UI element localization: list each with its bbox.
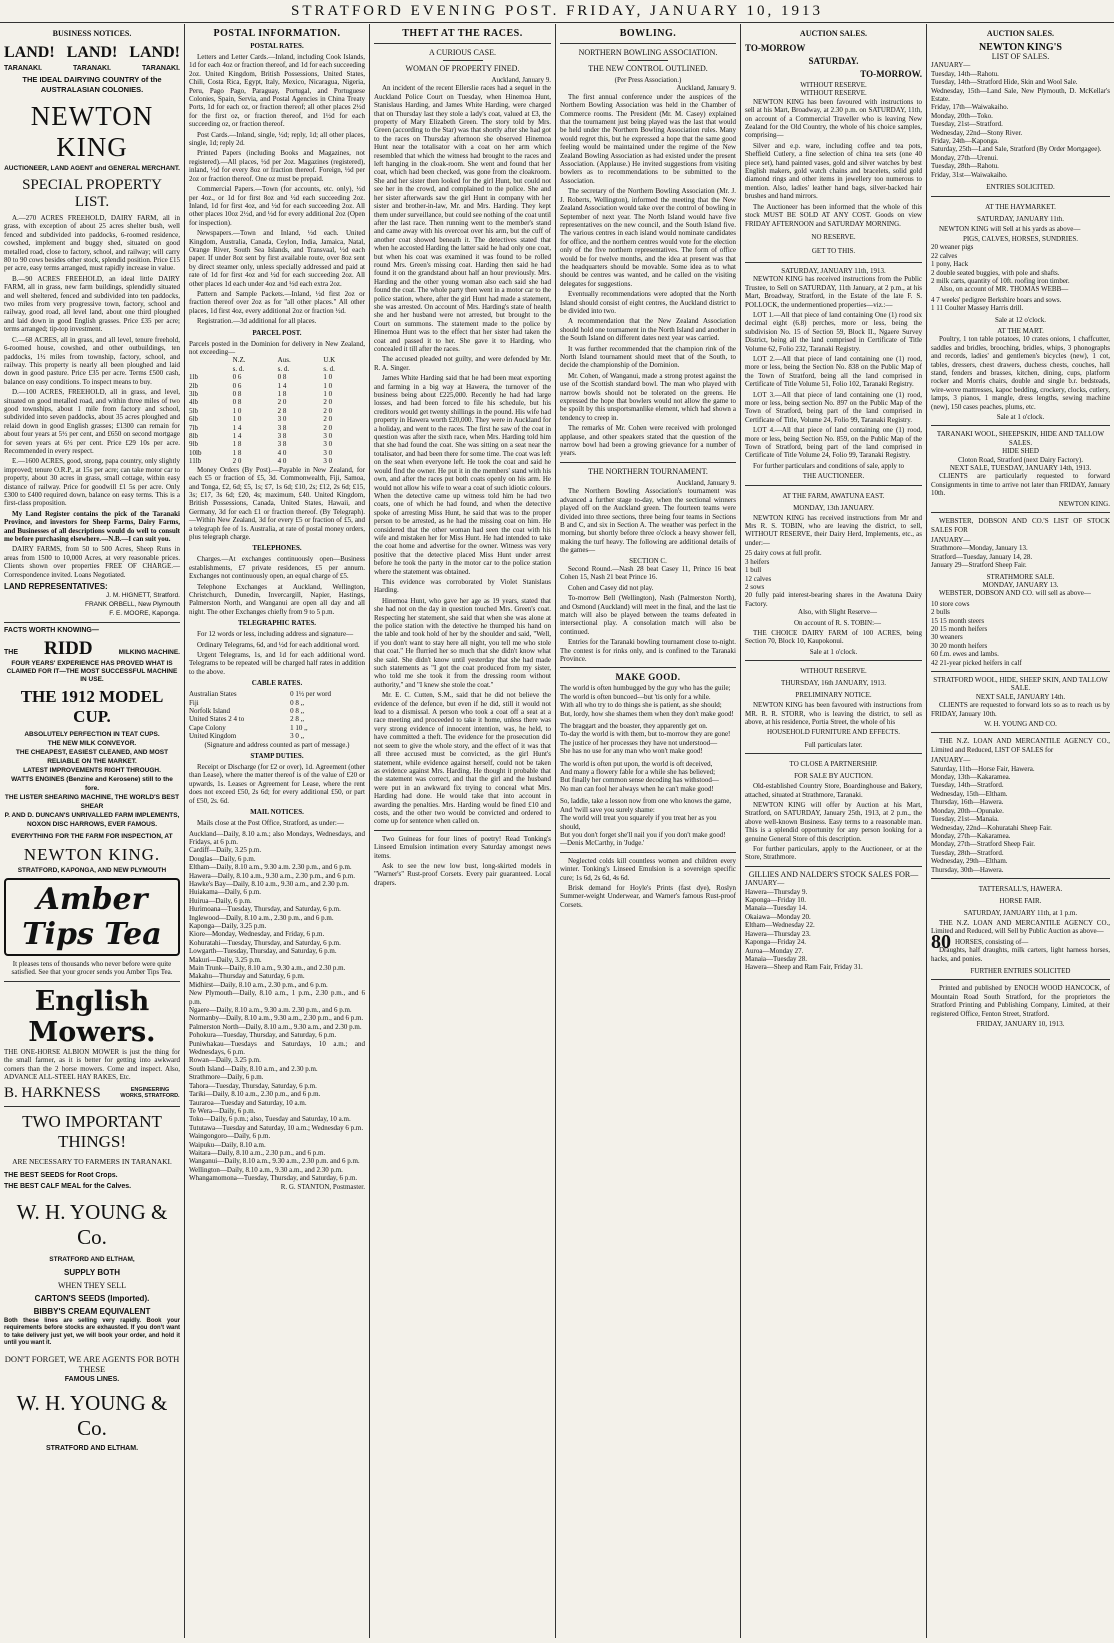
- parcel-subhead: s. d. s. d. s. d.: [232, 364, 335, 373]
- telephones-title: TELEPHONES.: [252, 544, 302, 553]
- mail-item: Auckland—Daily, 8.10 a.m.; also Mondays, Wednesdays, and Fridays, at 6 p.m.: [189, 829, 365, 846]
- sat11-date: SATURDAY, JANUARY 11th, 1913.: [781, 266, 886, 275]
- land-word: LAND!: [129, 44, 180, 61]
- mail-item: Te Wera—Daily, 6 p.m.: [189, 1106, 256, 1115]
- young-details: [4, 1253, 180, 1318]
- property-items: [4, 214, 180, 579]
- rate-pattern: Pattern and Sample Packets.—Inland, ½d first 2oz or fraction thereof over 2oz as for "all other places." All other places, 1d first 4oz, every additional 2oz or fraction ½d.: [189, 289, 365, 315]
- article-paragraph: The remarks of Mr. Cohen were received with prolonged applause, and other speakers stated that the question of the narrow bowl had been a growing grievance for a number of years.: [560, 424, 736, 458]
- mail-item: Waitara—Daily, 8.10 a.m., 2.30 p.m., and 6 p.m.: [189, 1148, 326, 1157]
- nzloan-list: THE N.Z. LOAN AND MERCANTILE AGENCY CO., Limited and Reduced, LIST OF SALES for JANUARY— Saturday, 11th—Horse Fair, Hawera. Monday, 13th—Kakaramea. Tuesday, 14th—Stratford. Wednesday, 15th—Eltham. Thursday, 16th—Hawera. Monday, 20th—Opunake. Tuesday, 21st—Manaia. Wednesday, 22nd—Kohuratahi Sheep Fair. Monday, 27th—Kakaramea. Monday, 27th—Stratford Sheep Fair. Tuesday, 28th—Stratford. Wednesday, 29th—Eltham. Thursday, 30th—Hawera.: [931, 737, 1110, 874]
- newton-kings: NEWTON KING'S: [979, 42, 1062, 53]
- best-seeds: THE BEST SEEDS for Root Crops.: [4, 1171, 118, 1179]
- mail-item: Rowan—Daily, 3.25 p.m.: [189, 1056, 261, 1065]
- the-auctioneer: THE AUCTIONEER.: [802, 472, 865, 481]
- mail-item: Palmerston North—Daily, 8.10 a.m., 9.30 a.m., and 2.30 p.m.: [189, 1022, 362, 1031]
- article-paragraph: An incident of the recent Ellerslie races had a sequel in the Auckland Police Court on Tuesday, when Hinemoa Hunt, Stanislaus Harding, and James White Harding, were charged that on Thursday last they stole a lady's coat, valued at £3, the property of Mary Elizabeth Green. The story told by Mrs. Green (according to the Star) was that shortly after she had got to the races on Thursday afternoon she observed Hinemoa Hunt near the totalisator with a coat on her arm which resembled that which the witness had brought to the races and left hanging in the cloak-room. She went and found that her coat, which had been checked, was gone from the cloakroom. She and her sister then looked for the girl Hunt, but could not see her in the crowd, and complained to the police. She and her sister afterwards saw the girl Hunt in company with her sister and brother-in-law, Mr. and Mrs. Harding. They kept them under surveillance, but could see nothing of the coat until after the last race. Then running went to the member's stand and came away with his overcoat over his arm, but the cuff of another coat showed beneath it. The detectives stated that when he accosted Harding the latter said he had only one coat, but when his coat was examined it was found to be rolled round Mrs. Green's missing coat. Harding then said he had found it on the grandstand about half an hour previously. Mrs. Harding and the other young woman also each said she had found the coat. The whole party then went in a motor car to the police station, where, after the girl Hunt had made a statement, she was arrested. On account of Mrs. Harding's state of health she and her husband were not arrested, but brought to the Court on summons. The statement made to the police by Hinemoa Hunt was to the effect that her sister had taken the coat and passed it to her. She gave it to Harding, who concealed it till after the races.: [374, 84, 551, 353]
- theft-sub2: WOMAN OF PROPERTY FINED.: [405, 64, 520, 73]
- taranaki-word: TARANAKI.: [73, 65, 111, 72]
- small-ad: Brisk demand for Hoyle's Prints (fast dye), Roslyn Summer-weight Underwear, and Warner's famous Rust-proof Corsets.: [560, 883, 736, 909]
- nk-list: JANUARY— Tuesday, 14th—Rahotu. Tuesday, 14th—Stratford Hide, Skin and Wool Sale. Wednesday, 15th—Land Sale, New Plymouth, D. McKellar's Estate. Friday, 17th—Waiwakaiho. Monday, 20th—Toko. Tuesday, 21st—Stratford. Wednesday, 22nd—Stony River. Friday, 24th—Kaponga. Saturday, 25th—Land Sale, Stratford (By Order Mortgagee). Monday, 27th—Urenui. Tuesday, 28th—Rahotu. Friday, 31st—Waiwakaiho.: [931, 61, 1110, 179]
- feature-line: THE LISTER SHEARING MACHINE, THE WORLD'S BEST SHEAR: [4, 794, 180, 811]
- mail-item: Tahora—Tuesday, Thursday, Saturday, 6 p.m.: [189, 1081, 317, 1090]
- horse-fair: THE N.Z. LOAN AND MERCANTILE AGENCY CO., Limited and Reduced, will Sell by Public Auction as above— 80 HORSES, consisting of— Draughts, half draughts, milk carters, light harness horses, hacks, and ponies. FURTHER ENTRIES SOLICITED: [931, 918, 1110, 975]
- cable-note: (Signature and address counted as part of message.): [204, 740, 350, 749]
- mail-item: Waipuku—Daily, 8.10 a.m.: [189, 1140, 266, 1149]
- the-word: THE: [4, 649, 18, 657]
- carton-seeds: CARTON'S SEEDS (Imported).: [34, 1293, 150, 1303]
- parcel-text: Parcels posted in the Dominion for delivery in New Zealand, not exceeding—: [189, 339, 365, 356]
- feature-line: EVERYTHING FOR THE FARM FOR INSPECTION, AT: [11, 833, 173, 841]
- article-paragraph: Second Round.—Nash 28 beat Casey 11, Prince 16 beat Cohen 15, Nash 21 beat Prince 16.: [560, 564, 736, 582]
- mail-item: Cardiff—Daily, 3.25 p.m.: [189, 846, 262, 855]
- feature-line: LATEST IMPROVEMENTS RIGHT THROUGH.: [23, 767, 161, 775]
- mail-item: Toko—Daily, 6 p.m.; also, Tuesday and Saturday, 10 a.m.: [189, 1115, 351, 1124]
- rate-postcards: Post Cards.—Inland, single, ½d; reply, 1d; all other places, single, 1d; reply 2d.: [189, 130, 365, 148]
- dairy-farms-note: DAIRY FARMS, from 50 to 500 Acres, Sheep Runs in areas from 1500 to 10,000 Acres, at very reasonable prices. Clients shown over properties FREE OF CHARGE.—Correspondence invited. Loans Negotiated.: [4, 545, 180, 579]
- mail-item: Kohuratahi—Tuesday, Thursday, and Saturday, 6 p.m.: [189, 938, 341, 947]
- postal-header: POSTAL INFORMATION.: [213, 28, 341, 39]
- small-ad: Ask to see the new low bust, long-skirted models in "Warner's" Rust-proof Corsets. Every pair guaranteed. Local drapers.: [374, 861, 551, 887]
- parcel-table: [189, 356, 365, 465]
- lot: LOT 4.—All that piece of land containing one (1) rood, more or less, being Section No. 859, on the Public Map of the Town of Stratford, being part of the land comprised in Certificate of Title Volume 24, Folio 99, Taranaki Registry.: [745, 426, 922, 460]
- imprint: Printed and published by ENOCH WOOD HANCOCK, of Mountain Road South Stratford, for the proprietors the Stratford Printing and Publishing Company, Limited, at their registered Office, Fenton Street, Stratford. FRIDAY, JANUARY 10, 1913.: [931, 984, 1110, 1028]
- rate-printed: Printed Papers (including Books and Magazines, not registered).—All places, ½d per 2oz. Magazines (registered), inland, ½d for every 8oz or fraction thereof. Foreign, ½d per 2oz or fraction thereof. One oz must be prepaid.: [189, 149, 365, 183]
- section-c: SECTION C.: [629, 556, 667, 565]
- rate-commercial: Commercial Papers.—Town (for accounts, etc. only), ½d per 4oz., or 1d for first 8oz and ½d each succeeding 2oz. Inland, 1d for first 4oz, and ½d for each succeeding 2oz. All other places 10oz 2½d, and ½d for every additional 2oz (Open for inspection).: [189, 185, 365, 227]
- parcel-row: 1lb 0 6 0 8 1 0: [189, 373, 333, 382]
- land-banner: [4, 44, 180, 62]
- mail-item: Makuri—Daily, 3.25 p.m.: [189, 955, 262, 964]
- press-association: (Per Press Association.): [614, 76, 682, 84]
- article-paragraph: The Northern Bowling Association's tournament was advanced a further stage to-day, when the sectional winners played off on the Auckland green. The fourteen teams were divided into three sections, three being four teams in Sections B and C, and six in Section A. The weather was perfect in the morning, but shortly before three o'clock a heavy shower fell, making the turf heavy. The following are additional details of the games—: [560, 487, 736, 555]
- article-paragraph: It was further recommended that the champion rink of the North Island tournament should meet that of the South, to decide the championship of the Dominion.: [560, 344, 736, 370]
- cable-table: [189, 690, 365, 740]
- column-auction-sales: [741, 26, 926, 1638]
- parcel-row: 3lb 0 8 1 8 1 0: [189, 390, 333, 399]
- cable-row: Cape Colony 1 10 ,,: [189, 723, 308, 732]
- parcel-row: 5lb 1 0 2 8 2 0: [189, 406, 333, 415]
- postal-rates-title: POSTAL RATES.: [250, 42, 304, 50]
- webster-list: WEBSTER, DOBSON AND CO.'S LIST OF STOCK SALES FOR JANUARY— Strathmore—Monday, January 13. Stratford—Tuesday, January 14, 28. January 29—Stratford Sheep Fair. STRATHMORE SALE. MONDAY, JANUARY 13. WEBSTER, DOBSON AND CO. will sell as above— 10 store cows 2 bulls 15 15 month steers 20 15 month heifers 30 weaners 30 20 month heifers 60 f.m. ewes and lambs. 42 21-year picked heifers in calf: [931, 517, 1110, 667]
- gillies-list: JANUARY— Hawera—Thursday 9. Kaponga—Friday 10. Manaia—Tuesday 14. Okaiawa—Monday 20. Eltham—Wednesday 22. Hawera—Thursday 23. Kaponga—Friday 24. Auroa—Monday 27. Manaia—Tuesday 28. Hawera—Sheep and Ram Fair, Friday 31.: [745, 879, 863, 972]
- clients-note-2: CLIENTS are requested to forward lots so as to reach us by FRIDAY, January 10th. W. H. YOUNG AND CO.: [931, 701, 1110, 729]
- land-word: LAND!: [4, 44, 55, 61]
- harkness-name: B. HARKNESS: [4, 1084, 101, 1101]
- mail-item: Huirua—Daily, 6 p.m.: [189, 896, 252, 905]
- mowers-text: THE ONE-HORSE ALBION MOWER is just the thing for the small farmer, as it is better for getting into awkward corners than the 2 horse mowers. Come and inspect. Also, ADVANCE ALL-STEEL HAY RAKES, Etc.: [4, 1047, 180, 1082]
- article-paragraph: James White Harding said that he had been meat exporting and farming in a big way at Hawera, the turnover of the business being about £225,000. Recently he had had large losses, and had been forced to file his schedule, but his creditors would get twenty shillings in the pound. His wife had property in Hawera worth £20,000. They were in Auckland for a holiday, and went to the races. The first he saw of the coat in question was after the sixth race, when Mrs. Harding told him that she had found the coat. She was sitting on a seat near the totalisator, and had been there for some time. The coat was left on the seat when everyone left. He took the coat and said he would find the owner. He put it in the members' stand with his own, and after the races put both coats openly on his arm. He would not allow his wife to wear a coat of such idiotic colours. When the detective came up witness told him he had two coats, one of which he had found, and when the detective spoke of arresting Miss Hunt, he said that was to the proper person to be arrested, as he had the missing coat on him. He considered that the other woman had seen the coat with his wife and mistaken her for Miss Hunt. He had intended to take the coat home and advertise for the owner. Witness was very positive that the detective placed Miss Hunt under arrest before he took the party in the motor car to the police station where the statement was obtained.: [374, 374, 551, 576]
- bowling-article: [560, 93, 736, 458]
- telephones-text: Charges.—At exchanges continuously open—Business establishments, £7 private residences, £5 per annum. Exchanges not continuously open, an equal charge of £5. Telephone Exchanges at Auckland, Wellington, Christchurch, Dunedin, Invercargill, Napier, Hastings, Palmerston North, and Wanganui are open all day and all night. The other Exchanges chiefly from 9 to 5 p.m.: [189, 555, 365, 616]
- mail-item: Whangamomona—Tuesday, Thursday, and Saturday, 6 p.m.: [189, 1174, 358, 1183]
- facts-worth-knowing: FACTS WORTH KNOWING—: [4, 627, 99, 635]
- property-item: D.—100 ACRES, FREEHOLD, all in grass, and level, situated on good metalled road, and within three miles of two good townships, about 1 mile from factory and school, subdivided into seven paddocks, about 35 acres ploughed and relaid down in good English grasses; £1300 can remain for about four years at 5½ per cent, and £650 on second mortgage for seven years at 6½ per cent. Price £29 10s per acre. Recommended in every respect.: [4, 388, 180, 455]
- sale4: NEWTON KING has been favoured with instructions from MR. R. R. STORR, who is leaving the district, to sell as above, at his residence, Portia Street, the whole of his HOUSEHOLD FURNITURE AND EFFECTS. Full particulars later.: [745, 701, 922, 749]
- property-item: C.—68 ACRES, all in grass, and all level, tenure freehold, 6-roomed house, cowshed, and other outbuildings, ten paddocks, 1½ miles from township, factory, school, and railway. This property is nearly all been ploughed and laid down in good pasture. Price £35 per acre. Terms £500 cash, balance on easy conditions. To inspect means to buy.: [4, 335, 180, 386]
- parcel-row: 2lb 0 6 1 4 1 0: [189, 381, 333, 390]
- masthead: [0, 0, 1114, 23]
- entries-solicited: ENTRIES SOLICITED.: [986, 183, 1055, 192]
- dont-forget: DON'T FORGET, WE ARE AGENTS FOR BOTH THESE: [4, 1353, 180, 1374]
- feature-line: WATTS ENGINES (Benzine and Kerosene) still to the fore.: [11, 776, 173, 793]
- mail-list: Mails close at the Post Office, Stratford, as under:— Auckland—Daily, 8.10 a.m.; also Mondays, Wednesdays, and Fridays, at 6 p.m. Cardiff—Daily, 3.25 p.m. Douglas—Daily, 6 p.m. Eltham—Daily, 8.10 a.m., 9.30 a.m. 2.30 p.m., and 6 p.m. Hawera—Daily, 8.10 a.m., 9.30 a.m., 2.30 p.m., and 6 p.m. Hawke's Bay—Daily, 8.10 a.m., 9.30 a.m., and 2.30 p.m. Huiakama—Daily, 6 p.m. Huirua—Daily, 6 p.m. Hurimoana—Tuesday, Thursday, and Saturday, 6 p.m. Inglewood—Daily, 8.10 a.m., 2.30 p.m., and 6 p.m. Kaponga—Daily, 3.25 p.m. Kiore—Monday, Wednesday, and Friday, 6 p.m. Kohuratahi—Tuesday, Thursday, and Saturday, 6 p.m. Lowgarth—Tuesday, Thursday, and Saturday, 6 p.m. Makuri—Daily, 3.25 p.m. Main Trunk—Daily, 8.10 a.m., 9.30 a.m., and 2.30 p.m. Makahu—Thursday and Saturday, 6 p.m. Midhirst—Daily, 8.10 a.m., 2.30 p.m., and 6 p.m. New Plymouth—Daily, 8.10 a.m., 1 p.m., 2.30 p.m., and 6 p.m. Ngaere—Daily, 8.10 a.m., 9.30 a.m. 2.30 p.m., and 6 p.m. Normanby—Daily, 8.10 a.m., 9.30 a.m., 2.30 p.m., and 6 p.m. Palmerston North—Daily, 8.10 a.m., 9.30 a.m., and 2.30 p.m. Pohokura—Tuesday, Thursday, and Saturday, 6 p.m. Puniwhakau—Tuesdays and Saturdays, 10 a.m.; and Wednesdays, 6 p.m. Rowan—Daily, 3.25 p.m. South Island—Daily, 8.10 a.m., and 2.30 p.m. Strathmore—Daily, 6 p.m. Tahora—Tuesday, Thursday, Saturday, 6 p.m. Tariki—Daily, 8.10 a.m., 2.30 p.m., and 6 p.m. Tauraroa—Tuesday and Saturday, 10 a.m. Te Wera—Daily, 6 p.m. Toko—Daily, 6 p.m.; also, Tuesday and Saturday, 10 a.m. Tututawa—Tuesday and Saturday, 10 a.m.; Wednesday 6 p.m. Waingongoro—Daily, 6 p.m. Waipuku—Daily, 8.10 a.m. Waitara—Daily, 8.10 a.m., 2.30 p.m., and 6 p.m. Wanganui—Daily, 8.10 a.m., 9.30 a.m., 2.30 p.m. and 6 p.m. Wellington—Daily, 8.10 a.m., 9.30 a.m., and 2.30 p.m. Whangamomona—Tuesday, Thursday, and Saturday, 6 p.m.: [189, 819, 365, 1183]
- money-orders: Money Orders (By Post).—Payable in New Zealand, for each £5 or fraction of £5, 3d. Commonwealth, Fiji, Samoa, and Tonga, £2, 6d; £5, 1s; £7, 1s 6d; £10, 2s; £12, 2s 6d; £15, 3s; £17, 3s 6d; £20, 4s; maximum, £40. United Kingdom, British Possessions, Canada, United States, Hawaii, and Germany, 3d for each £1 or fraction thereof. (By Telegraph).—Within New Zealand, 3d for every £5 or fraction of £5, and a telegraph fee of 1s. Australia, at rate of postal money orders, plus telegraph charge.: [189, 465, 365, 541]
- bowling-header: BOWLING.: [619, 28, 677, 39]
- property-item: A.—270 ACRES FREEHOLD, DAIRY FARM, all in grass, with exception of about 25 acres shelter bush, well fenced and subdivided into paddocks, 6-roomed residence, cowshed, implement and buggy shed, situated on good metalled road, close to factory, school, and railway; will carry 80 to 90 cows besides other stock, splendid position. Price £15 per acre, easy terms arranged, must rapidly increase in value.: [4, 214, 180, 273]
- two-important-things: TWO IMPORTANT THINGS!: [22, 1111, 162, 1151]
- ideal-dairying: THE IDEAL DAIRYING COUNTRY of the AUSTRALASIAN COLONIES.: [22, 75, 162, 94]
- newton-towns: STRATFORD, KAPONGA, AND NEW PLYMOUTH: [17, 867, 167, 875]
- article-paragraph: Eventually recommendations were adopted that the North Island should consist of eight centres, the Auckland district to be divided into two.: [560, 290, 736, 315]
- rep: J. M. HIGNETT, Stratford.: [105, 592, 180, 600]
- property-item: B.—90 ACRES FREEHOLD, an ideal little DAIRY FARM, all in grass, new farm buildings, splendidly situated and well sheltered, fenced and subdivided into ten paddocks, two miles from very progressive town, factory, school and railway, good road, all level land, about one third ploughed and laid down in good English grasses. Price £35 per acre; terms arranged; tip-top investment.: [4, 274, 180, 334]
- haymarket: AT THE HAYMARKET. SATURDAY, JANUARY 11th.: [976, 202, 1064, 223]
- supply-both: SUPPLY BOTH: [63, 1267, 120, 1277]
- newton-king-2: NEWTON KING.: [23, 845, 161, 865]
- newton-king-title: NEWTON KING: [30, 101, 154, 162]
- famous-lines: FAMOUS LINES.: [64, 1375, 120, 1383]
- column-postal-information: [185, 26, 369, 1638]
- english-mowers-title: English Mowers.: [28, 985, 156, 1048]
- cable-row: Fiji 0 8 ,,: [189, 698, 305, 707]
- mail-item: South Island—Daily, 8.10 a.m., and 2.30 p.m.: [189, 1064, 318, 1073]
- theft-article: [374, 84, 551, 825]
- parcel-row: 7lb 1 4 3 8 2 0: [189, 423, 333, 432]
- land-word: LAND!: [66, 44, 118, 61]
- theft-sub1: A CURIOUS CASE.: [429, 48, 496, 57]
- ridd-banner: [4, 638, 180, 660]
- article-paragraph: Mr. Cohen, of Wanganui, made a strong protest against the use of the Scottish standard bowl. The man who played with narrow bowls should not be tolerated on the greens. He expressed the hope that bowlers would not allow the game to be spoilt by this unsportsmanlike element, which had shown a tendency to creep in.: [560, 371, 736, 422]
- ridd-features: [4, 730, 180, 841]
- land-reps-title: LAND REPRESENTATIVES:: [4, 582, 108, 592]
- column-auction-sales-2: [927, 26, 1114, 1638]
- bowling-dateline: Auckland, January 9.: [676, 84, 736, 93]
- article-paragraph: The first annual conference under the auspices of the Northern Bowling Association was held in the Chamber of Commerce rooms. The President (Mr. M. Casey) explained that the tournament just being played was the last that would be held under the Northern Bowling Association rules. Many would regret this, but he expressed a hope that the same good feeling would be maintained under the regime of the New Zealand Bowling Association as had existed under the present Association. (Applause.) He invited suggestions from visiting bowlers as to recommendations to be submitted to the Association.: [560, 92, 736, 185]
- theft-header: THEFT AT THE RACES.: [402, 28, 523, 39]
- gillies-title: GILLIES AND NALDER'S STOCK SALES FOR—: [748, 869, 919, 879]
- taranaki-word: TARANAKI.: [4, 65, 42, 72]
- tattersalls: TATTERSALL'S, HAWERA. HORSE FAIR. SATURDAY, JANUARY 11th, at 1 p.m.: [963, 884, 1078, 917]
- postal-rates: [189, 53, 365, 326]
- tournament-article: [560, 487, 736, 663]
- tomorrow-banner: TO-MORROW SATURDAY. TO-MORROW.: [745, 43, 922, 79]
- wool-sales: TARANAKI WOOL, SHEEPSKIN, HIDE AND TALLOW SALES. HIDE SHED Cloton Road, Stratford (next Dairy Factory). NEXT SALE, TUESDAY, JANUARY 14th, 1913.: [936, 430, 1105, 473]
- mail-item: New Plymouth—Daily, 8.10 a.m., 1 p.m., 2.30 p.m., and 6 p.m.: [189, 989, 365, 1006]
- lot: LOT 1.—All that piece of land containing One (1) rood six decimal eight (6.8) perches, more or less, being the subdivision No. 15 of Section 59, Block II., Ngaere Survey District, being all the land comprised in Certificate of Title Volume 62, Folio 232, Taranaki Registry.: [745, 310, 922, 353]
- rate-letters: Letters and Letter Cards.—Inland, including Cook Islands, 1d for each 4oz or fraction thereof, and 1d for each succeeding 2oz. United Kingdom, British Possessions, United States, Chili, Costa Rica, Egypt, Italy, Mexico, Nicaragua, Nigeria, Peru, Pago Pago, Paraguay, Portugal, and Portuguese Colonies, Spain, Servia, and Postal Agencies in China Treaty Ports, 1d for each oz, or fraction thereof; all other places 2½d for the first oz, or fraction thereof, and 1½d for each succeeding oz, or fraction thereof.: [189, 53, 365, 129]
- mail-item: Tauraroa—Tuesday and Saturday, 10 a.m.: [189, 1098, 307, 1107]
- rep: F. E. MOORE, Kaponga.: [109, 610, 180, 618]
- mail-item: Normanby—Daily, 8.10 a.m., 9.30 a.m., 2.30 p.m., and 6 p.m.: [189, 1014, 364, 1023]
- necessary-line: ARE NECESSARY TO FARMERS IN TARANAKI.: [12, 1156, 172, 1166]
- column-theft-at-races: [370, 26, 555, 1638]
- best-lines: [4, 1170, 180, 1192]
- feature-line: THE NEW MILK CONVEYOR.: [47, 740, 137, 748]
- mail-item: Hurimoana—Tuesday, Thursday, and Saturday, 6 p.m.: [189, 905, 341, 914]
- mail-title: MAIL NOTICES.: [250, 808, 304, 817]
- taranaki-word: TARANAKI.: [142, 65, 180, 72]
- tournament-dateline: Auckland, January 9.: [676, 478, 736, 487]
- auction-header: AUCTION SALES.: [799, 29, 868, 38]
- rate-newspapers: Newspapers.—Town and Inland, ½d each. United Kingdom, Australia, Canada, Ceylon, India, Jamaica, Natal, Orange River, South Sea Islands, and Transvaal, ½d each paper. If under 8oz sent by first available route, over 8oz sent by direct steamer only, unless specially addressed and paid at rate of 1d for first 4oz and ½d for each succeeding 2oz. All other places 1d each under 4oz and ½d each extra 2oz.: [189, 229, 365, 288]
- hide-sale-2: STRATFORD WOOL, HIDE, SHEEP SKIN, AND TALLOW SALE. NEXT SALE, JANUARY 14th.: [933, 676, 1108, 701]
- rep: FRANK ORBELL, New Plymouth: [84, 601, 180, 609]
- prelim-notice: WITHOUT RESERVE. THURSDAY, 16th JANUARY, 1913. PRELIMINARY NOTICE.: [781, 667, 886, 700]
- telegraphic-title: TELEGRAPHIC RATES.: [237, 619, 317, 628]
- parcel-row: 4lb 0 8 2 0 2 0: [189, 398, 333, 407]
- property-item: E.—1600 ACRES, good, strong, papa country, only slightly improved; tenure O.R.P., at 15s per acre; can take motor car to property, about 30 acres in grass, small cottage, within easy distance of railway. Price for goodwill £1 5s per acre. Only £300 to £400 required down, balance on easy terms. This is a first-class proposition.: [4, 457, 180, 508]
- partnership: TO CLOSE A PARTNERSHIP. FOR SALE BY AUCTION.: [789, 760, 878, 781]
- cable-row: Australian States 0 1½ per word: [189, 690, 331, 699]
- mail-item: Lowgarth—Tuesday, Thursday, and Saturday, 6 p.m.: [189, 947, 337, 956]
- parcel-row: 9lb 1 8 3 8 3 0: [189, 440, 333, 449]
- mail-item: Midhirst—Daily, 8.10 a.m., 2.30 p.m., and 6 p.m.: [189, 980, 328, 989]
- young-location-2: STRATFORD AND ELTHAM.: [45, 1444, 139, 1452]
- bowling-sub1: NORTHERN BOWLING ASSOCIATION.: [578, 48, 718, 57]
- article-paragraph: The secretary of the Northern Bowling Association (Mr. J. J. Roberts, Wellington), informed the meeting that the New Zealand Association would take over the control of bowling in September of next year. The North Island would have five representatives on the new council, and the South Island five. The various centres in each island would nominate candidates for office, and the northern centres would vote for the election only of the five northern representatives. The form of office would be for twelve months, and the idea at present was that the headquarters should be movable. Some idea as to what should be centres was wanted, and he called on the visiting delegates for suggestions.: [560, 187, 736, 288]
- small-ad: Two Guineas for four lines of poetry! Read Tonking's Linseed Emulsion intimation every Saturday amongst news items.: [374, 834, 551, 860]
- parcel-title: PARCEL POST.: [252, 328, 302, 337]
- mail-item: Tututawa—Tuesday and Saturday, 10 a.m.; Wednesday 6 p.m.: [189, 1123, 364, 1132]
- mail-item: Waingongoro—Daily, 6 p.m.: [189, 1132, 271, 1141]
- sale2: NEWTON KING has received instructions from the Public Trustee, to Sell on SATURDAY, 11th January, at 2 p.m., at his Mart, Broadway, Stratford, in the Estate of the late F. S. POLLOCK, the undermentioned properties—viz.:— LOT 1.—All that piece of land containing One (1) rood six decimal eight (6.8) perches, more or less, being the subdivision No. 15 of Section 59, Block II., Ngaere Survey District, being all the land comprised in Certificate of Title Volume 62, Folio 232, Taranaki Registry. LOT 2.—All that piece of land containing one (1) rood, more or less, being the Section No. 838 on the Public Map of the Town of Stratford, being all the land comprised in Certificate of Title Volume 51, Folio 102, Taranaki Registry. LOT 3.—All that piece of land containing one (1) rood, more or less, being section No. 897 on the Public Map of the Town of Stratford, being part of the land comprised in Certificate of Title, Volume 24, Folio 99, Taranaki Registry. LOT 4.—All that piece of land containing one (1) rood, more or less, being Section No. 859, on the Public Map of the Town of Stratford, being part of the land comprised in Certificate of Title Volume 24, Folio 99, Taranaki Registry. For further particulars and conditions of sale, apply to: [745, 275, 922, 470]
- auction-header-2: AUCTION SALES.: [986, 29, 1055, 38]
- amber-tips-title: Amber Tips Tea: [22, 882, 162, 953]
- young-co-title: W. H. YOUNG & Co.: [16, 1199, 168, 1249]
- mail-item: Main Trunk—Daily, 8.10 a.m., 9.30 a.m., and 2.30 p.m.: [189, 964, 346, 972]
- sale3: NEWTON KING has received instructions from Mr and Mrs R. S. TOBIN, who are leaving the district, to sell, WITHOUT RESERVE, their Dairy Herd, Implements, etc., as under:— 25 dairy cows at full profit. 3 heifers 1 bull 12 calves 2 sows 20 fully paid interest-bearing shares in the Awatuna Dairy Factory. Also, with Slight Reserve— On account of R. S. TOBIN:— THE CHOICE DAIRY FARM of 100 ACRES, being Section 70, Block 10, Kaupokonui. Sale at 1 o'clock.: [745, 513, 922, 656]
- clients-note: CLIENTS are particularly requested to forward Consignments in time to arrive not later than FRIDAY, January 10th. NEWTON KING.: [931, 472, 1110, 508]
- mail-item: Inglewood—Daily, 8.10 a.m., 2.30 p.m., and 6 p.m.: [189, 913, 334, 922]
- article-paragraph: To-morrow Bell (Wellington), Nash (Palmerston North), and Osmond (Auckland) will meet in the final, and the last tie match will also be played between the teams defeated in intersectional play. A consolation match will also be continued.: [560, 594, 736, 636]
- mail-item: Makahu—Thursday and Saturday, 6 p.m.: [189, 972, 305, 981]
- mail-item: Huiakama—Daily, 6 p.m.: [189, 888, 262, 897]
- eighty-number: 80: [931, 930, 951, 953]
- parcel-head: N.Z. Aus. U.K: [232, 356, 336, 365]
- bowling-ads: [560, 857, 736, 909]
- no-reserve: NO RESERVE. GET TO THIS.: [811, 232, 856, 255]
- ridd-word: RIDD: [44, 638, 93, 660]
- telegraphic-text: For 12 words or less, including address and signature— Ordinary Telegrams, 6d, and ½d for each additional word. Urgent Telegrams, 1s, and 1d for each additional word. Telegrams to be repeated will be charged half rates in addition to the above.: [189, 630, 365, 676]
- mail-item: Puniwhakau—Tuesdays and Saturdays, 10 a.m.; and Wednesdays, 6 p.m.: [189, 1039, 365, 1057]
- cable-row: United States 2 4 to 2 8 ,,: [189, 715, 305, 724]
- cable-title: CABLE RATES.: [251, 679, 303, 688]
- cable-row: United Kingdom 3 0 ,,: [189, 732, 305, 741]
- special-property-list: SPECIAL PROPERTY LIST.: [22, 177, 162, 210]
- column-business-notices: [0, 26, 184, 1638]
- stamp-title: STAMP DUTIES.: [250, 752, 304, 761]
- bowling-sub2: THE NEW CONTROL OUTLINED.: [588, 64, 708, 73]
- land-reps: [4, 591, 180, 618]
- lot: LOT 2.—All that piece of land containing one (1) rood, more or less, being the Section No. 838 on the Public Map of the Town of Stratford, being all the land comprised in Certificate of Title Volume 51, Folio 102, Taranaki Registry.: [745, 354, 922, 389]
- rate-registration: Registration.—3d additional for all places.: [197, 317, 317, 326]
- northern-tournament: THE NORTHERN TOURNAMENT.: [588, 466, 708, 476]
- mail-item: Hawke's Bay—Daily, 8.10 a.m., 9.30 a.m., and 2.30 p.m.: [189, 879, 349, 888]
- parcel-row: 6lb 1 0 3 0 2 0: [189, 415, 333, 424]
- mail-item: Hawera—Daily, 8.10 a.m., 9.30 a.m., 2.30 p.m., and 6 p.m.: [189, 871, 355, 880]
- mail-item: Pohokura—Tuesday, Thursday, and Saturday, 6 p.m.: [189, 1031, 337, 1040]
- article-paragraph: Cohen and Casey did not play.: [568, 583, 654, 592]
- both-lines-note: Both these lines are selling very rapidly. Book your requirements before stocks are exhausted. If you don't want to take delivery just yet, we will book your order, and hold it until you want it.: [4, 1317, 180, 1346]
- young-co-title-2: W. H. YOUNG & Co.: [16, 1390, 168, 1440]
- land-register-note: My Land Register contains the pick of the Taranaki Province, and investors for Sheep Farms, Dairy Farms, and Businesses of all descriptions would do well to consult me before purchasing elsewhere.—N.B.—I can suit you.: [4, 509, 180, 544]
- article-paragraph: This evidence was corroborated by Violet Stanislaus Harding.: [374, 577, 551, 595]
- amber-text: It pleases tens of thousands who never before were quite satisfied. See that your grocer sends you Amber Tips Tea.: [11, 960, 173, 977]
- column-header: BUSINESS NOTICES.: [52, 29, 132, 38]
- feature-line: THE CHEAPEST, EASIEST CLEANED, AND MOST RELIABLE ON THE MARKET.: [15, 749, 169, 766]
- stamp-text: Receipt or Discharge (for £2 or over), 1d. Agreement (other than Lease), where the matter thereof is of the value of £20 or upwards, 1s. Leases or Agreement for Lease, where the rent does not exceed £50, 2s 6d; for every additional £50, or part of £50, 2s. 6d.: [189, 763, 365, 805]
- article-paragraph: Mr. E. C. Cutten, S.M., said that he did not believe the evidence of the defence, but even if he did, still it would not lead to a dismissal. A person who took a coat off a seat at a race meeting and proceeded to take it home, unless there was very strong evidence of innocent intention, was, he held, to have committed a theft. The evidence for the prosecution did not seem to give the whole story, and the effect of it was that all three accused must be convicted, as the girl Hunt's statement, while evidence against herself, could not be taken as evidence against Mrs. Harding. He thought it probable that the statement was correct, and that the girl and the husband were put in an awkward fix trying to conceal what Mrs. Harding had done. He would take that into account in awarding the penalties. Mrs. Harding would be fined £10 and costs, and the other two would be convicted and ordered to come up for sentence when called on.: [374, 691, 551, 826]
- article-paragraph: The accused pleaded not guilty, and were defended by Mr. R. A. Singer.: [374, 355, 551, 372]
- lot: LOT 3.—All that piece of land containing one (1) rood, more or less, being section No. 897 on the Public Map of the Town of Stratford, being part of the land comprised in Certificate of Title, Volume 24, Folio 99, Taranaki Registry.: [745, 390, 922, 424]
- parcel-row: 11lb 2 0 4 0 3 0: [189, 457, 333, 466]
- mail-item: Ngaere—Daily, 8.10 a.m., 9.30 a.m. 2.30 p.m., and 6 p.m.: [189, 1006, 352, 1015]
- make-good-title: MAKE GOOD.: [615, 672, 681, 683]
- best-calf-meal: THE BEST CALF MEAL for the Calves.: [4, 1182, 132, 1190]
- mail-item: Wellington—Daily, 8.10 a.m., 9.30 a.m., and 2.30 p.m.: [189, 1165, 343, 1174]
- when-they-sell: WHEN THEY SELL: [58, 1280, 126, 1290]
- harkness-sub: ENGINEERING WORKS, STRATFORD.: [120, 1087, 180, 1099]
- sale5: Old-established Country Store, Boardinghouse and Bakery, attached, situated at Strathmore, Taranaki. NEWTON KING will offer by Auction at his Mart, Stratford, on SATURDAY, January 25th, 1913, at 2 p.m., the above well-known Business. Easy terms to a reasonable man. This is a splendid opportunity for any person looking for a genuine General Store of this description. For further particulars, apply to the Auctioneer, or at the Store, Strathmore.: [745, 782, 922, 862]
- small-ad: Neglected colds kill countless women and children every winter. Tonking's Linseed Emulsion is a sovereign specific cure; 1s 6d, 2s 6d, 4s 6d.: [560, 856, 736, 882]
- theft-dateline: Auckland, January 9.: [491, 76, 551, 84]
- mail-item: Kiore—Monday, Wednesday, and Friday, 6 p.m.: [189, 930, 325, 939]
- auctioneer-line: AUCTIONEER, LAND AGENT and GENERAL MERCHANT.: [4, 165, 180, 172]
- article-paragraph: Entries for the Taranaki bowling tournament close to-night. The contest is for rinks only, and is confined to the Taranaki Province.: [560, 638, 736, 663]
- farm-awatuna: AT THE FARM, AWATUNA EAST. MONDAY, 13th JANUARY.: [782, 491, 885, 512]
- amber-tips-logo: [4, 878, 180, 956]
- model-cup: THE 1912 MODEL CUP.: [20, 687, 164, 727]
- without-reserve: WITHOUT RESERVE. WITHOUT RESERVE.: [800, 81, 867, 98]
- mail-item: Kaponga—Daily, 3.25 p.m.: [189, 921, 267, 930]
- mail-item: Strathmore—Daily, 6 p.m.: [189, 1073, 264, 1082]
- sale1: NEWTON KING has been favoured with instructions to sell at his Mart, Broadway, at 2.30 p.m. on SATURDAY, 11th, on account of a Commercial Traveller who is leaving New Zealand for the Old Country, the whole of his choice samples, comprising— Silver and e.p. ware, including coffee and tea pots, Sheffield Cutlery, a fine selection of china tea sets (one 40 piece set), hand painted vases, gold and silver watches by best English makers, gold watch chains and bracelets, solid gold diamond rings and other items in jewellery too numerous to mention. Also, ladies' leather hand bags, silver-backed hair brushes and hand mirrors. The Auctioneer has been informed that the whole of this stock MUST BE SOLD AT ANY COST. Goods on view FRIDAY AFTERNOON and SATURDAY MORNING.: [745, 97, 922, 228]
- mail-item: Douglas—Daily, 6 p.m.: [189, 854, 256, 863]
- young-location: STRATFORD AND ELTHAM,: [49, 1255, 135, 1263]
- bibby-cream: BIBBY'S CREAM EQUIVALENT: [33, 1306, 151, 1316]
- article-paragraph: A recommendation that the New Zealand Association should hold one tournament in the North Island and another in the South Island on different dates next year was carried.: [560, 317, 736, 343]
- parcel-row: 8lb 1 4 3 8 3 0: [189, 432, 333, 441]
- mail-item: Tariki—Daily, 8.10 a.m., 2.30 p.m., and 6 p.m.: [189, 1090, 321, 1099]
- postmaster-signoff: R. G. STANTON, Postmaster.: [280, 1182, 365, 1191]
- harkness-row: [4, 1085, 180, 1102]
- four-years: FOUR YEARS' EXPERIENCE HAS PROVED WHAT IS CLAIMED FOR IT—THE MOST SUCCESSFUL MACHINE IN USE.: [6, 660, 178, 684]
- mail-item: Eltham—Daily, 8.10 a.m., 9.30 a.m. 2.30 p.m., and 6 p.m.: [189, 863, 352, 872]
- feature-line: P. AND D. DUNCAN'S UNRIVALLED FARM IMPLEMENTS, NOXON DISC HARROWS, EVER FAMOUS.: [4, 812, 180, 829]
- article-paragraph: Hinemoa Hunt, who gave her age as 19 years, stated that she had not on the day in question touched Mrs. Green's coat. Respecting her statement, she said that when she was alone at the police station with the detective he thumped his hand on the table and took hold of her by the shoulder and said, "Well, if you don't want to stay here all night, you tell me who stole that coat." He flurried her so much that she didn't know what she said. She didn't know until yesterday that she had made such statements as "I got the coat produced from my sister, who told me she took it from the dressing room without authority," and "I knew she stole the coat.": [374, 596, 551, 689]
- make-good-poem: The world is often humbugged by the guy who has the guile; The world is often buncoed—but 'tis only for a while. With all who try to do things she is patient, as she should; But, lordy, how she shames them when they don't make good! The braggart and the boaster, they apparently get on. To-day the world is with them, but to-morrow they are gone! The justice of her processes they have not understood— She has no use for any man who won't make good! The world is often put upon, the world is oft deceived, And many a flowery fable for a while she has believed; But finally her common sense decoding has withstood— No man can fool her always when he can't make good! So, laddie, take a lesson now from one who knows the game, And 'twill save you surely shame: The world will treat you squarely if you treat her as you should, But you don't forget she'll nail you if you don't make good! —Denis McCarthy, in 'Judge.': [560, 684, 734, 848]
- cable-row: Norfolk Island 0 8 ,,: [189, 707, 305, 716]
- mail-item: Wanganui—Daily, 8.10 a.m., 9.30 a.m., 2.30 p.m. and 6 p.m.: [189, 1157, 360, 1166]
- masthead-title: STRATFORD EVENING POST. FRIDAY, JANUARY 10, 1913: [291, 3, 823, 19]
- parcel-row: 10lb 1 8 4 0 3 0: [189, 448, 333, 457]
- column-bowling: [556, 26, 740, 1638]
- taranaki-banner: [4, 65, 180, 72]
- theft-ads: [374, 835, 551, 887]
- list-of-sales: LIST OF SALES.: [991, 52, 1050, 61]
- haymarket-sale: NEWTON KING will Sell at his yards as above— PIGS, CALVES, HORSES, SUNDRIES. 20 weaner pigs 22 calves 1 pony, Hack 2 double seated buggies, with pole and shafts. 2 milk carts, quantity of 10ft. roofing iron timber. Also, on account of MR. THOMAS WEBB— 4 7 weeks' pedigree Berkshire boars and sows. 1 11 Coulter Massey Harris drill. Sale at 12 o'clock. AT THE MART. Poultry, 1 ton table potatoes, 10 crates onions, 1 chaffcutter, saddles and bridles, brooching, bridles, whips, 3 phonographs and records, ladies' and gentlemen's bicycles (new), 1 cot, tables, dressers, chest drawers, duchess chests, couches, hall stand, fenders and brasses, kitchen, dining, cups, platform rocker and Morris chairs, double and single b.r. bedsteads, wire-wove mattresses, kapoc bedding, crockery, clocks, cutlery, lamps, 3 pianos, 1 mangle, dress lengths, sewing machine (new), 150 cases peaches, plums, etc. Sale at 1 o'clock.: [931, 224, 1110, 422]
- milking-machine: MILKING MACHINE.: [118, 649, 180, 657]
- feature-line: ABSOLUTELY PERFECTION IN TEAT CUPS.: [24, 731, 160, 739]
